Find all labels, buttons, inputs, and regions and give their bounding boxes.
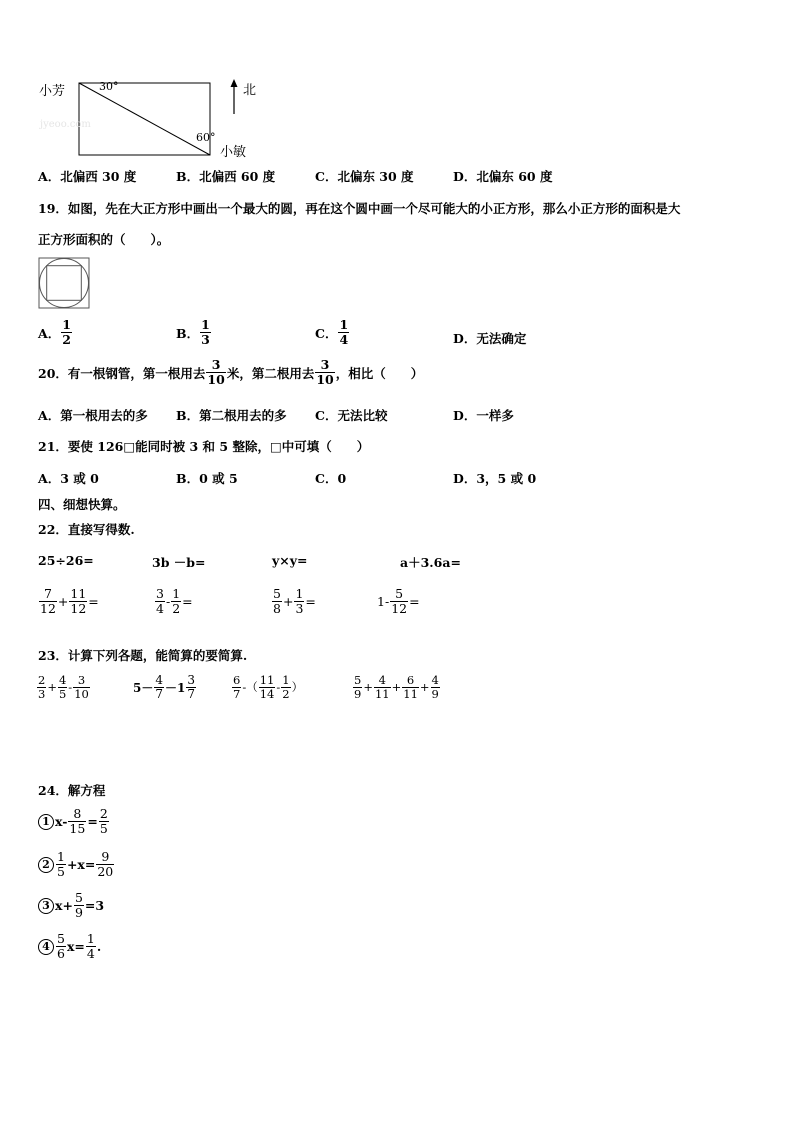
q19-option-c: C． $\frac{1}{4}$ [315, 317, 349, 347]
q19-option-d: D．无法确定 [453, 331, 527, 346]
circled-number-1: 1 [38, 814, 54, 830]
watermark: jyeoo.com [40, 119, 91, 130]
circled-number-2: 2 [38, 857, 54, 873]
q22-expr-3: y×y= [272, 553, 308, 568]
q21-option-b: B．0 或 5 [176, 471, 238, 486]
q23-expr-4: $\frac{5}{9}$ + $\frac{4}{11}$ + $\frac{6}{11}$ + $\frac{4}{9}$ [354, 673, 439, 701]
q23-title: 23．计算下列各题，能简算的要简算. [38, 648, 248, 663]
q19-option-a: A． $\frac{1}{2}$ [38, 317, 71, 347]
q21-option-d: D．3，5 或 0 [453, 471, 537, 486]
label-xiaomin: 小敏 [220, 145, 247, 160]
north-arrow-head [231, 79, 238, 87]
q22-expr-6: $\frac{3}{4}$ - $\frac{1}{2}$ = [156, 586, 193, 616]
angle-60-label: 60° [196, 131, 216, 144]
q20-option-c: C．无法比较 [315, 408, 388, 423]
circled-number-4: 4 [38, 939, 54, 955]
q23-expr-2: 5－ $\frac{4}{7}$ －1 $\frac{3}{7}$ [133, 673, 195, 702]
q20-option-d: D．一样多 [453, 408, 514, 423]
circled-number-3: 3 [38, 898, 54, 914]
q22-expr-4: a＋3.6a= [400, 555, 461, 570]
q22-expr-1: 25÷26= [38, 553, 94, 568]
square-circle-square-diagram [38, 257, 90, 309]
q22-expr-7: $\frac{5}{8}$ + $\frac{1}{3}$ = [273, 586, 316, 616]
q24-equation-1: 1 x- $\frac{8}{15}$ = $\frac{2}{5}$ [38, 807, 110, 836]
q18-option-b: B．北偏西 60 度 [176, 169, 276, 184]
q19-text-line2: 正方形面积的（ ）。 [38, 232, 170, 247]
q24-equation-2: 2 $\frac{1}{5}$ +x= $\frac{9}{20}$ [38, 850, 115, 879]
q19-option-b: B． $\frac{1}{3}$ [176, 317, 210, 347]
q22-expr-2: 3b －b= [152, 555, 206, 570]
section-4-heading: 四、细想快算。 [38, 497, 126, 512]
q22-title: 22．直接写得数. [38, 522, 135, 537]
angle-30-label: 30° [99, 80, 119, 93]
q20-option-b: B．第二根用去的多 [176, 408, 287, 423]
q18-option-d: D．北偏东 60 度 [453, 169, 553, 184]
q18-option-a: A．北偏西 30 度 [38, 169, 137, 184]
q20-option-a: A．第一根用去的多 [38, 408, 148, 423]
north-label: 北 [243, 83, 257, 98]
q23-expr-1: $\frac{2}{3}$ + $\frac{4}{5}$ - $\frac{3}{10}$ [38, 673, 89, 701]
q22-expr-5: $\frac{7}{12}$ + $\frac{11}{12}$ = [40, 586, 99, 616]
q23-expr-3: $\frac{6}{7}$ -（ $\frac{11}{14}$ - $\frac{1}{2}$ ） [233, 673, 304, 701]
diagonal-line [79, 83, 210, 155]
q24-equation-4: 4 $\frac{5}{6}$ x= $\frac{1}{4}$ . [38, 932, 101, 961]
q22-expr-8: 1- $\frac{5}{12}$ = [377, 586, 420, 616]
q21-option-c: C．0 [315, 471, 347, 486]
q19-figure [38, 257, 90, 312]
label-xiaofang: 小芳 [39, 84, 66, 99]
q18-option-c: C．北偏东 30 度 [315, 169, 414, 184]
q20-text: 20．有一根钢管，第一根用去 $\frac{3}{10}$ 米，第二根用去 $\frac{3}{10}$ ，相比（ ） [38, 357, 424, 387]
q19-text-line1: 19．如图，先在大正方形中画出一个最大的圆，再在这个圆中画一个尽可能大的小正方形，那么小正方形的面积是大 [38, 201, 681, 216]
q24-title: 24．解方程 [38, 783, 106, 798]
q21-option-a: A．3 或 0 [38, 471, 99, 486]
q24-equation-3: 3 x+ $\frac{5}{9}$ =3 [38, 891, 104, 920]
q21-text: 21．要使 126□能同时被 3 和 5 整除，□中可填（ ） [38, 439, 370, 454]
